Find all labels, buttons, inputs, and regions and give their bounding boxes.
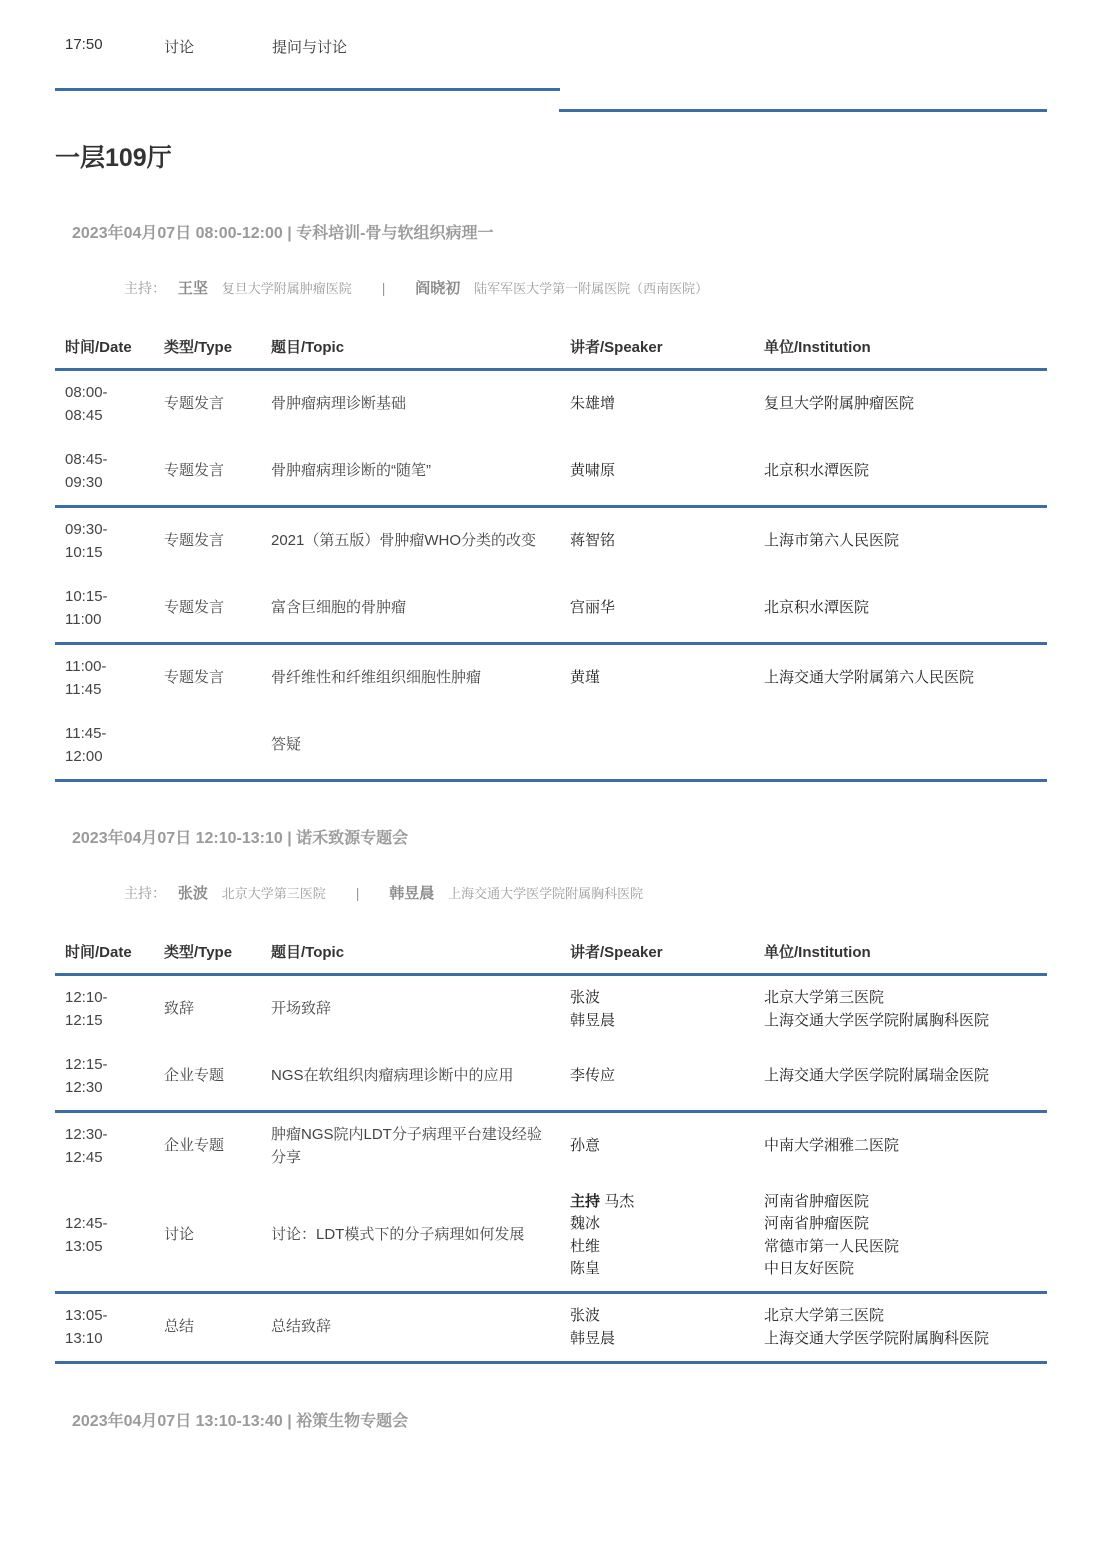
row-institution: 北京积水潭医院 <box>764 462 870 480</box>
table-row <box>55 976 1047 1043</box>
chair-org: 复旦大学附属肿瘤医院 <box>221 281 352 296</box>
row-institution: 上海交通大学附属第六人民医院 <box>764 669 975 687</box>
table-row <box>55 371 1047 438</box>
chair-name: 王坚 <box>177 280 208 297</box>
table-row <box>55 1294 1047 1364</box>
prev-row-topic: 提问与讨论 <box>272 39 348 56</box>
row-speaker: 孙意 <box>570 1137 601 1155</box>
row-speaker: 张波 <box>570 1307 601 1324</box>
row-speaker: 张波 <box>570 989 601 1006</box>
table-row <box>55 712 1047 782</box>
chair-separator: | <box>381 280 386 296</box>
prev-row-type: 讨论 <box>164 39 195 56</box>
row-topic: NGS在软组织肉瘤病理诊断中的应用 <box>271 1067 514 1085</box>
row-topic: 骨纤维性和纤维组织细胞性肿瘤 <box>271 669 482 687</box>
chair-name: 阎晓初 <box>415 280 461 297</box>
row-topic: 开场致辞 <box>271 1000 332 1018</box>
header-speaker: 讲者/Speaker <box>570 339 663 356</box>
row-institution: 上海交通大学医学院附属瑞金医院 <box>764 1067 990 1085</box>
chair-org: 北京大学第三医院 <box>221 886 326 901</box>
time-end: 11:45 <box>65 680 102 698</box>
schedule-table <box>55 316 1047 782</box>
time-end: 12:45 <box>65 1148 103 1166</box>
row-type: 致辞 <box>164 1000 195 1018</box>
header-topic: 题目/Topic <box>271 944 345 961</box>
row-type: 总结 <box>164 1318 195 1336</box>
chair-label: 主持： <box>124 280 166 296</box>
row-speaker: 韩昱晨 <box>570 1011 616 1029</box>
row-topic: 骨肿瘤病理诊断基础 <box>271 395 407 413</box>
row-institution: 北京积水潭医院 <box>764 599 870 617</box>
row-institution: 中日友好医院 <box>764 1260 855 1277</box>
prev-row-time: 17:50 <box>65 36 103 53</box>
row-institution: 上海交通大学医学院附属胸科医院 <box>764 1011 990 1029</box>
row-speaker: 黄啸原 <box>570 462 616 480</box>
row-speaker: 李传应 <box>570 1067 616 1085</box>
session-chairs <box>124 882 643 903</box>
row-speaker: 韩昱晨 <box>570 1329 616 1347</box>
row-type: 专题发言 <box>164 532 225 550</box>
row-type: 讨论 <box>164 1226 195 1244</box>
row-topic: 肿瘤NGS院内LDT分子病理平台建设经验 <box>271 1126 542 1143</box>
row-speaker: 蒋智铭 <box>570 532 616 550</box>
row-institution: 上海交通大学医学院附属胸科医院 <box>764 1329 990 1347</box>
session-title: 2023年04月07日 12:10-13:10 | 诺禾致源专题会 <box>72 830 409 847</box>
table-row <box>55 1180 1047 1294</box>
time-start: 12:45- <box>65 1215 108 1232</box>
row-institution: 复旦大学附属肿瘤医院 <box>764 395 915 413</box>
row-institution: 北京大学第三医院 <box>764 1307 885 1324</box>
session-title: 2023年04月07日 08:00-12:00 | 专科培训-骨与软组织病理一 <box>72 225 494 242</box>
row-host <box>570 1191 634 1214</box>
time-end: 11:00 <box>65 610 102 628</box>
table-row <box>55 508 1047 575</box>
table-row <box>55 438 1047 508</box>
time-start: 11:45- <box>65 725 107 742</box>
time-end: 12:15 <box>65 1011 103 1029</box>
time-start: 12:15- <box>65 1056 108 1073</box>
row-speaker: 杜维 <box>570 1237 601 1255</box>
chair-separator: | <box>355 885 360 901</box>
hall-title: 一层109厅 <box>55 144 172 172</box>
time-start: 10:15- <box>65 588 108 605</box>
header-time: 时间/Date <box>65 339 132 356</box>
time-end: 08:45 <box>65 406 103 424</box>
time-end: 12:30 <box>65 1078 103 1096</box>
chair-org: 上海交通大学医学院附属胸科医院 <box>448 886 644 901</box>
chair-org: 陆军军医大学第一附属医院（西南医院） <box>474 281 709 296</box>
table-row <box>55 575 1047 645</box>
time-start: 11:00- <box>65 658 107 675</box>
header-topic: 题目/Topic <box>271 339 345 356</box>
time-end: 12:00 <box>65 747 103 765</box>
table-header <box>55 921 1047 976</box>
chair-label: 主持： <box>124 885 166 901</box>
host-label: 主持 <box>570 1192 601 1210</box>
row-type: 专题发言 <box>164 599 225 617</box>
row-topic: 答疑 <box>271 736 302 754</box>
row-speaker: 黄瑾 <box>570 669 601 687</box>
row-type: 企业专题 <box>164 1137 225 1155</box>
time-start: 08:00- <box>65 384 108 401</box>
row-institution: 常德市第一人民医院 <box>764 1237 900 1255</box>
chair-name: 韩昱晨 <box>389 885 435 902</box>
row-topic: 分享 <box>271 1148 302 1166</box>
row-speaker: 陈皇 <box>570 1260 601 1277</box>
row-type: 专题发言 <box>164 462 225 480</box>
row-topic: 总结致辞 <box>271 1318 332 1336</box>
row-speaker: 魏冰 <box>570 1215 601 1232</box>
divider-left <box>55 88 560 91</box>
header-time: 时间/Date <box>65 944 132 961</box>
row-institution: 河南省肿瘤医院 <box>764 1215 870 1232</box>
session-title: 2023年04月07日 13:10-13:40 | 裕策生物专题会 <box>72 1413 409 1430</box>
time-start: 09:30- <box>65 521 108 538</box>
row-institution: 北京大学第三医院 <box>764 989 885 1006</box>
row-speaker: 宫丽华 <box>570 599 616 617</box>
time-end: 13:05 <box>65 1237 103 1255</box>
row-type: 企业专题 <box>164 1067 225 1085</box>
row-speaker: 朱雄增 <box>570 395 616 413</box>
session-chairs <box>124 277 708 298</box>
header-type: 类型/Type <box>164 944 233 961</box>
chair-name: 张波 <box>177 885 208 902</box>
row-institution: 河南省肿瘤医院 <box>764 1192 870 1210</box>
row-type: 专题发言 <box>164 395 225 413</box>
time-end: 10:15 <box>65 543 103 561</box>
row-institution: 上海市第六人民医院 <box>764 532 900 550</box>
time-end: 09:30 <box>65 473 103 491</box>
table-row <box>55 1113 1047 1180</box>
schedule-table <box>55 921 1047 1364</box>
row-topic: 骨肿瘤病理诊断的“随笔” <box>271 462 431 480</box>
header-institution: 单位/Institution <box>764 944 871 961</box>
header-type: 类型/Type <box>164 339 233 356</box>
header-speaker: 讲者/Speaker <box>570 944 663 961</box>
row-topic: 讨论：LDT模式下的分子病理如何发展 <box>271 1226 525 1244</box>
host-name: 马杰 <box>604 1192 635 1210</box>
row-type: 专题发言 <box>164 669 225 687</box>
header-institution: 单位/Institution <box>764 339 871 356</box>
row-topic: 2021（第五版）骨肿瘤WHO分类的改变 <box>271 532 537 550</box>
table-header <box>55 316 1047 371</box>
table-row <box>55 645 1047 712</box>
time-start: 12:10- <box>65 989 108 1006</box>
row-topic: 富含巨细胞的骨肿瘤 <box>271 599 407 617</box>
table-row <box>55 1043 1047 1113</box>
row-institution: 中南大学湘雅二医院 <box>764 1137 900 1155</box>
time-end: 13:10 <box>65 1329 103 1347</box>
time-start: 13:05- <box>65 1307 108 1324</box>
divider-right <box>559 109 1047 112</box>
time-start: 08:45- <box>65 451 108 468</box>
time-start: 12:30- <box>65 1126 108 1143</box>
